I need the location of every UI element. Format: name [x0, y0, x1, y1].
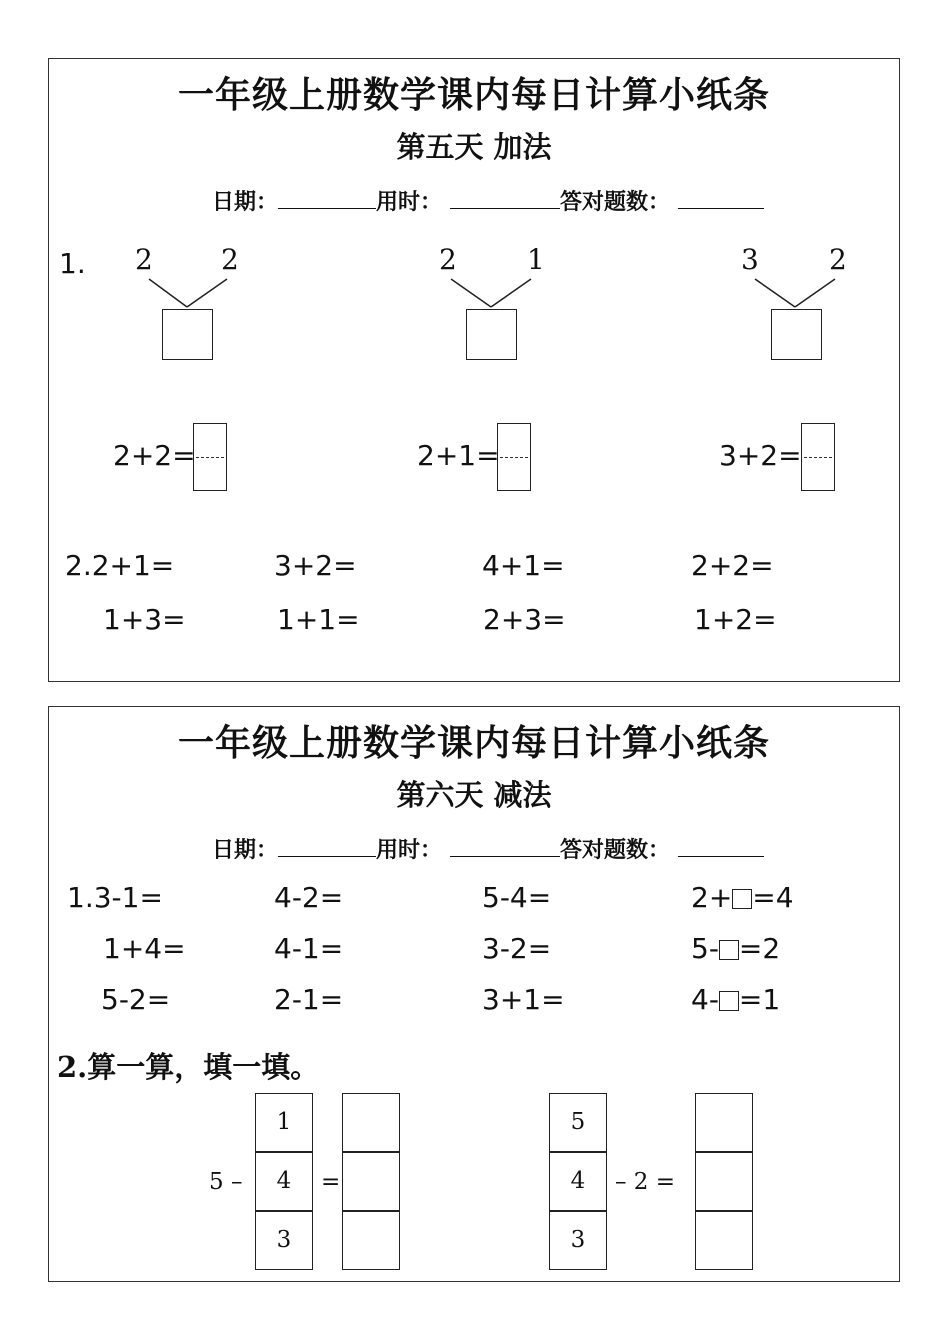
problem-prefix: 2+ — [691, 881, 733, 914]
correct-count-label: 答对题数： — [560, 189, 671, 215]
q1-problem: 5-2= — [101, 983, 171, 1016]
problem-prefix: 4- — [691, 983, 719, 1016]
q1-problem: 3-2= — [482, 932, 552, 965]
blank-box[interactable] — [719, 940, 739, 960]
q2-problem: 1+2= — [694, 603, 777, 636]
left-group-cell: 1 — [255, 1093, 313, 1152]
q1-problem: 4-2= — [274, 881, 344, 914]
date-label: 日期： — [212, 189, 279, 215]
tree-2-equation-answer-box[interactable] — [497, 423, 531, 491]
q2-problem: 2.2+1= — [65, 549, 175, 582]
q1-problem: 2-1= — [274, 983, 344, 1016]
right-group-cell: 5 — [549, 1093, 607, 1152]
right-group-cell: 3 — [549, 1211, 607, 1270]
tree-lines — [49, 59, 901, 683]
tree-3-right-number: 2 — [829, 243, 847, 276]
q1-missing-number-problem — [691, 881, 794, 914]
date-blank[interactable] — [278, 834, 376, 857]
q2-problem: 4+1= — [482, 549, 565, 582]
tree-3-left-number: 3 — [741, 243, 759, 276]
time-blank[interactable] — [450, 834, 560, 857]
info-line — [212, 833, 764, 864]
tree-1-equation-answer-box[interactable] — [193, 423, 227, 491]
q2-problem: 3+2= — [274, 549, 357, 582]
right-group-answer-box[interactable] — [695, 1152, 753, 1211]
tree-2-left-number: 2 — [439, 243, 457, 276]
q1-problem: 4-1= — [274, 932, 344, 965]
right-group-cell: 4 — [549, 1152, 607, 1211]
question-2-label: 2.算一算，填一填。 — [57, 1050, 320, 1084]
q2-problem: 2+3= — [483, 603, 566, 636]
q2-problem: 2+2= — [691, 549, 774, 582]
problem-suffix: =2 — [738, 932, 781, 965]
left-group-answer-box[interactable] — [342, 1152, 400, 1211]
problem-suffix: =1 — [738, 983, 781, 1016]
correct-count-label: 答对题数： — [560, 837, 671, 863]
tree-2-equation: 2+1= — [417, 439, 500, 472]
card-title: 一年级上册数学课内每日计算小纸条 — [177, 722, 770, 764]
blank-box[interactable] — [732, 889, 752, 909]
tree-3-equation: 3+2= — [719, 439, 802, 472]
tree-3-equation-answer-box[interactable] — [801, 423, 835, 491]
tree-1-right-number: 2 — [221, 243, 239, 276]
problem-suffix: =4 — [752, 881, 794, 914]
left-group-cell: 3 — [255, 1211, 313, 1270]
worksheet-card-day5 — [48, 58, 900, 682]
time-label: 用时： — [376, 189, 443, 215]
right-group-suffix: – 2 = — [615, 1169, 676, 1195]
question-1-label: 1. — [59, 247, 86, 280]
left-group-answer-box[interactable] — [342, 1211, 400, 1270]
q1-problem: 1+4= — [103, 932, 186, 965]
q1-problem: 1.3-1= — [67, 881, 163, 914]
correct-count-blank[interactable] — [678, 834, 764, 857]
q2-problem: 1+3= — [103, 603, 186, 636]
problem-prefix: 5- — [691, 932, 719, 965]
left-group-equals: = — [321, 1169, 341, 1195]
tree-3-answer-box[interactable] — [771, 309, 822, 360]
left-group-answer-box[interactable] — [342, 1093, 400, 1152]
right-group-answer-box[interactable] — [695, 1211, 753, 1270]
card-title: 一年级上册数学课内每日计算小纸条 — [177, 74, 770, 116]
worksheet-card-day6 — [48, 706, 900, 1282]
right-group-answer-box[interactable] — [695, 1093, 753, 1152]
q1-missing-number-problem — [691, 932, 780, 965]
left-group-cell: 4 — [255, 1152, 313, 1211]
blank-box[interactable] — [719, 991, 739, 1011]
date-label: 日期： — [212, 837, 279, 863]
tree-1-answer-box[interactable] — [162, 309, 213, 360]
q1-problem: 3+1= — [482, 983, 565, 1016]
q1-missing-number-problem — [691, 983, 780, 1016]
tree-1-equation: 2+2= — [113, 439, 196, 472]
q1-problem: 5-4= — [482, 881, 552, 914]
tree-2-answer-box[interactable] — [466, 309, 517, 360]
card-subtitle: 第六天 减法 — [396, 778, 552, 812]
card-subtitle: 第五天 加法 — [396, 130, 552, 164]
left-group-prefix: 5 – — [209, 1169, 243, 1195]
tree-1-left-number: 2 — [135, 243, 153, 276]
tree-2-right-number: 1 — [527, 243, 545, 276]
time-label: 用时： — [376, 837, 443, 863]
q2-problem: 1+1= — [277, 603, 360, 636]
